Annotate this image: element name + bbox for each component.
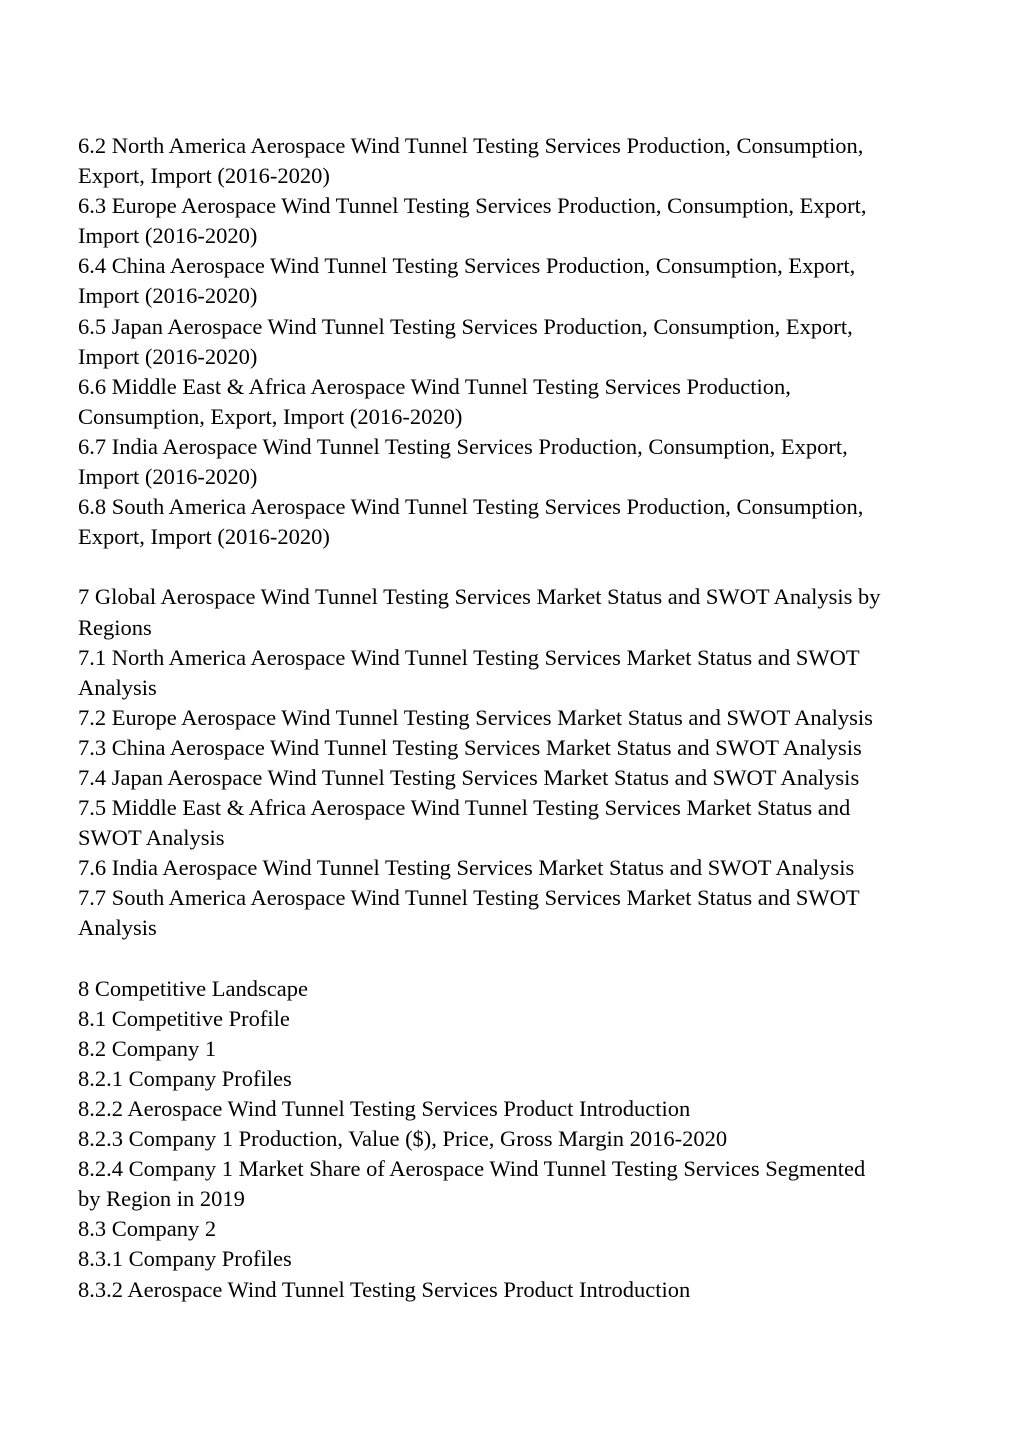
toc-section-7 xyxy=(78,582,958,943)
toc-line: 6.4 China Aerospace Wind Tunnel Testing Services Production, Consumption, Export, xyxy=(78,253,856,279)
toc-line: 6.6 Middle East & Africa Aerospace Wind Tunnel Testing Services Production, xyxy=(78,373,791,399)
toc-line: 6.5 Japan Aerospace Wind Tunnel Testing Services Production, Consumption, Export, xyxy=(78,313,853,339)
toc-line: 8.3.1 Company Profiles xyxy=(78,1246,292,1272)
toc-line: Analysis xyxy=(78,674,157,700)
toc-line: SWOT Analysis xyxy=(78,825,225,851)
toc-line: Regions xyxy=(78,614,152,640)
toc-line: Import (2016-2020) xyxy=(78,283,258,309)
toc-line: 7.2 Europe Aerospace Wind Tunnel Testing Services Market Status and SWOT Analysis xyxy=(78,704,873,730)
toc-line: 7.1 North America Aerospace Wind Tunnel Testing Services Market Status and SWOT xyxy=(78,644,860,670)
toc-line: Consumption, Export, Import (2016-2020) xyxy=(78,403,463,429)
toc-line: Export, Import (2016-2020) xyxy=(78,524,330,550)
document-page xyxy=(78,131,958,1305)
toc-section-6 xyxy=(78,131,958,552)
toc-line: 6.8 South America Aerospace Wind Tunnel Testing Services Production, Consumption, xyxy=(78,494,864,520)
toc-line: 7.7 South America Aerospace Wind Tunnel Testing Services Market Status and SWOT xyxy=(78,885,860,911)
toc-line: 8.3.2 Aerospace Wind Tunnel Testing Services Product Introduction xyxy=(78,1276,691,1302)
toc-line: 6.2 North America Aerospace Wind Tunnel Testing Services Production, Consumption, xyxy=(78,133,864,158)
toc-line: 7.3 China Aerospace Wind Tunnel Testing Services Market Status and SWOT Analysis xyxy=(78,734,862,760)
section-spacer xyxy=(78,944,958,974)
toc-line: 7 Global Aerospace Wind Tunnel Testing Services Market Status and SWOT Analysis by xyxy=(78,584,881,610)
toc-line: Import (2016-2020) xyxy=(78,343,258,369)
toc-line: 8.2.3 Company 1 Production, Value ($), Price, Gross Margin 2016-2020 xyxy=(78,1126,728,1152)
toc-line: 8.2.2 Aerospace Wind Tunnel Testing Services Product Introduction xyxy=(78,1096,691,1121)
toc-line: Import (2016-2020) xyxy=(78,464,258,490)
toc-line: 6.7 India Aerospace Wind Tunnel Testing Services Production, Consumption, Export, xyxy=(78,433,848,459)
toc-line: 8 Competitive Landscape xyxy=(78,975,308,1001)
toc-line: Export, Import (2016-2020) xyxy=(78,163,330,189)
toc-line: 8.2.4 Company 1 Market Share of Aerospace Wind Tunnel Testing Services Segmented xyxy=(78,1156,866,1182)
section-spacer xyxy=(78,552,958,582)
toc-line: 6.3 Europe Aerospace Wind Tunnel Testing Services Production, Consumption, Export, xyxy=(78,193,867,219)
toc-line: Analysis xyxy=(78,915,157,941)
toc-line: 8.3 Company 2 xyxy=(78,1216,217,1242)
toc-line: 8.1 Competitive Profile xyxy=(78,1005,290,1031)
toc-line: 7.6 India Aerospace Wind Tunnel Testing Services Market Status and SWOT Analysis xyxy=(78,855,855,881)
toc-line: Import (2016-2020) xyxy=(78,223,258,249)
toc-line: by Region in 2019 xyxy=(78,1186,245,1212)
toc-section-8 xyxy=(78,974,958,1305)
toc-line: 8.2.1 Company Profiles xyxy=(78,1065,292,1091)
toc-line: 7.5 Middle East & Africa Aerospace Wind Tunnel Testing Services Market Status and xyxy=(78,795,851,821)
toc-line: 8.2 Company 1 xyxy=(78,1035,217,1061)
toc-line: 7.4 Japan Aerospace Wind Tunnel Testing Services Market Status and SWOT Analysis xyxy=(78,764,860,790)
